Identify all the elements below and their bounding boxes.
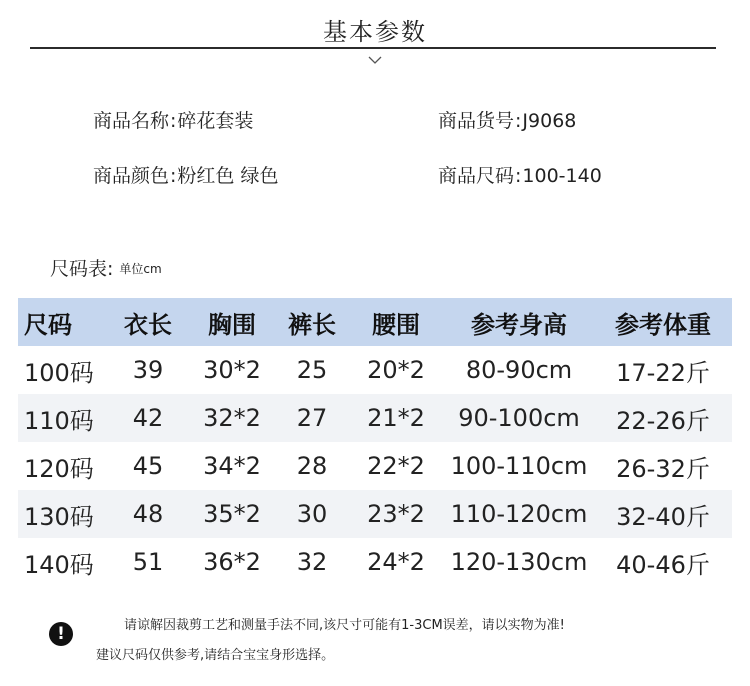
size-table-label: [50, 254, 162, 281]
table-cell: 39: [132, 356, 164, 384]
table-cell: 42: [108, 394, 188, 442]
table-cell: 20*2: [367, 356, 425, 384]
header-cell: 胸围: [188, 298, 276, 346]
header-cell: 参考身高: [444, 298, 594, 346]
table-cell: 36*2: [203, 548, 261, 576]
table-cell: 100码: [24, 358, 94, 387]
product-color: 商品颜色:粉红色 绿色: [93, 165, 279, 187]
table-cell: 100-110cm: [450, 452, 588, 480]
table-cell: 130码: [18, 490, 108, 538]
table-cell: 21*2: [348, 394, 444, 442]
table-cell: 30*2: [203, 356, 261, 384]
table-cell: 25: [296, 356, 328, 384]
chevron-down-icon: [368, 55, 382, 65]
table-cell: 24*2: [367, 548, 425, 576]
table-cell: 110-120cm: [444, 490, 594, 538]
header-cell: 参考体重: [594, 298, 732, 346]
table-cell: 32: [296, 548, 328, 576]
table-cell: 28: [296, 452, 328, 480]
table-cell: 90-100cm: [444, 394, 594, 442]
header-cell: 衣长: [108, 298, 188, 346]
table-cell: 80-90cm: [465, 356, 573, 384]
product-name-label: 商品名称: [93, 110, 170, 132]
size-table-title: 尺码表:: [50, 258, 114, 280]
product-sku-value: J9068: [522, 110, 577, 132]
table-cell: 48: [108, 490, 188, 538]
product-color-value: 粉红色 绿色: [177, 165, 279, 187]
size-table-unit: 单位cm: [119, 262, 162, 276]
table-row: [18, 538, 732, 586]
table-row: [18, 394, 732, 442]
table-cell: 51: [132, 548, 164, 576]
page-title: 基本参数: [323, 18, 427, 46]
product-color-label: 商品颜色: [93, 165, 170, 187]
table-row: [18, 490, 732, 538]
table-cell: 45: [132, 452, 164, 480]
table-cell: 22-26斤: [594, 394, 732, 442]
table-cell: 26-32斤: [616, 454, 710, 483]
table-cell: 140码: [24, 550, 94, 579]
table-cell: 32-40斤: [594, 490, 732, 538]
notice-line-1: 请谅解因裁剪工艺和测量手法不同,该尺寸可能有1-3CM误差，请以实物为准!: [124, 618, 565, 633]
table-cell: 23*2: [348, 490, 444, 538]
table-cell: 35*2: [188, 490, 276, 538]
exclamation-icon: !: [49, 622, 73, 646]
table-row: [18, 442, 732, 490]
table-cell: 110码: [18, 394, 108, 442]
header-cell: 腰围: [348, 298, 444, 346]
product-name: 商品名称:碎花套装: [93, 110, 254, 132]
product-sku: 商品货号:J9068: [438, 110, 577, 132]
table-cell: 120-130cm: [450, 548, 588, 576]
header-cell: 裤长: [276, 298, 348, 346]
table-cell: 22*2: [367, 452, 425, 480]
table-row: [18, 346, 732, 394]
notice-line-2: 建议尺码仅供参考,请结合宝宝身形选择。: [96, 648, 335, 663]
header-cell: 尺码: [18, 298, 108, 346]
size-notice: [42, 610, 742, 670]
table-cell: 120码: [24, 454, 94, 483]
table-cell: 17-22斤: [616, 358, 710, 387]
product-size-value: 100-140: [522, 165, 602, 187]
table-cell: 40-46斤: [616, 550, 710, 579]
product-size-label: 商品尺码: [438, 165, 515, 187]
table-cell: 27: [276, 394, 348, 442]
product-name-value: 碎花套装: [177, 110, 254, 132]
size-table: [18, 298, 732, 586]
table-cell: 30: [276, 490, 348, 538]
product-sku-label: 商品货号: [438, 110, 515, 132]
product-size: 商品尺码:100-140: [438, 165, 602, 187]
table-cell: 32*2: [188, 394, 276, 442]
size-table-header: [18, 298, 732, 346]
title-divider: [30, 47, 716, 49]
table-cell: 34*2: [203, 452, 261, 480]
